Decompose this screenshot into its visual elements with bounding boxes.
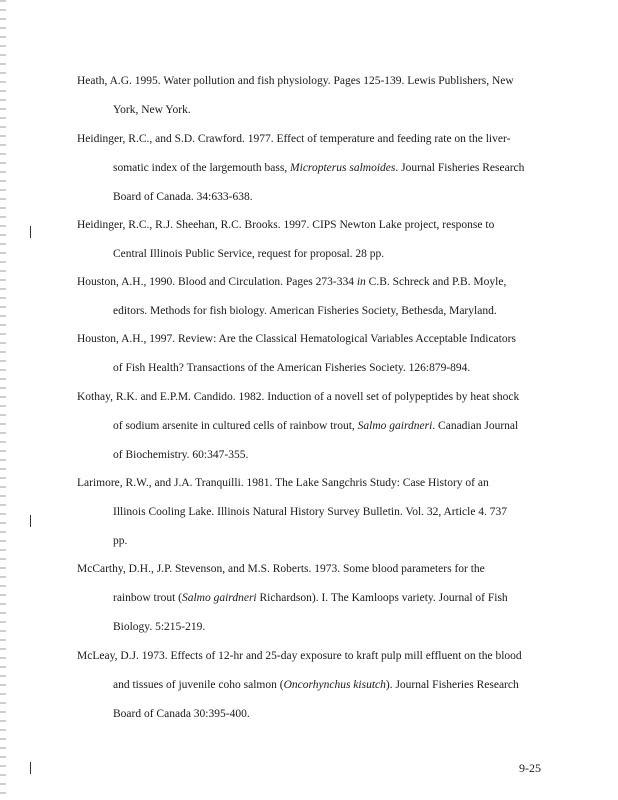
italic-term: Salmo gairdneri <box>357 420 433 432</box>
reference-continuation-line <box>77 159 547 188</box>
reference-text: and tissues of juvenile coho salmon ( <box>113 679 284 691</box>
reference-text: McCarthy, D.H., J.P. Stevenson, and M.S. Roberts. 1973. Some blood parameters for the <box>77 563 485 575</box>
scan-edge-tick <box>30 762 31 774</box>
reference-first-line <box>77 130 547 159</box>
reference-entry <box>77 474 547 561</box>
reference-text: Board of Canada 30:395-400. <box>113 708 250 720</box>
reference-continuation-line <box>77 618 547 647</box>
reference-text: C.B. Schreck and P.B. Moyle, <box>365 276 507 288</box>
reference-entry <box>77 388 547 475</box>
reference-text: Houston, A.H., 1990. Blood and Circulation. Pages 273-334 <box>77 276 357 288</box>
reference-text: Richardson). I. The Kamloops variety. Journal of Fish <box>256 592 508 604</box>
reference-text: Board of Canada. 34:633-638. <box>113 191 253 203</box>
reference-text: Heidinger, R.C., R.J. Sheehan, R.C. Brooks. 1997. CIPS Newton Lake project, response to <box>77 219 495 231</box>
reference-continuation-line <box>77 359 547 388</box>
reference-text: editors. Methods for fish biology. American Fisheries Society, Bethesda, Maryland. <box>113 305 497 317</box>
reference-entry <box>77 130 547 217</box>
reference-continuation-line <box>77 532 547 561</box>
reference-entry <box>77 560 547 647</box>
reference-text: somatic index of the largemouth bass, <box>113 162 291 174</box>
italic-term: Salmo gairdneri <box>181 592 257 604</box>
page-number: 9-25 <box>519 761 541 775</box>
scan-edge-tick <box>30 515 31 527</box>
reference-continuation-line <box>77 503 547 532</box>
italic-term: Oncorhynchus kisutch <box>283 679 386 691</box>
italic-term: in <box>356 276 366 288</box>
reference-first-line <box>77 474 547 503</box>
reference-text: Heath, A.G. 1995. Water pollution and fish physiology. Pages 125-139. Lewis Publishers, New <box>77 75 514 87</box>
reference-continuation-line <box>77 245 547 274</box>
reference-continuation-line <box>77 705 547 734</box>
reference-text: pp. <box>113 535 128 547</box>
reference-first-line <box>77 330 547 359</box>
reference-continuation-line <box>77 676 547 705</box>
reference-text: McLeay, D.J. 1973. Effects of 12-hr and 25-day exposure to kraft pulp mill effluent on the blood <box>77 650 522 662</box>
reference-entry <box>77 216 547 274</box>
reference-text: Heidinger, R.C., and S.D. Crawford. 1977. Effect of temperature and feeding rate on the liver- <box>77 133 511 145</box>
reference-text: Larimore, R.W., and J.A. Tranquilli. 1981. The Lake Sangchris Study: Case History of an <box>77 477 489 489</box>
reference-text: ). Journal Fisheries Research <box>385 679 519 691</box>
reference-first-line <box>77 273 547 302</box>
reference-continuation-line <box>77 101 547 130</box>
scan-edge-tick <box>30 226 31 238</box>
reference-text: Central Illinois Public Service, request for proposal. 28 pp. <box>113 248 385 260</box>
reference-text: . Journal Fisheries Research <box>395 162 525 174</box>
reference-text: of sodium arsenite in cultured cells of rainbow trout, <box>113 420 358 432</box>
reference-first-line <box>77 560 547 589</box>
reference-first-line <box>77 388 547 417</box>
reference-text: Houston, A.H., 1997. Review: Are the Classical Hematological Variables Acceptable Indicators <box>77 333 516 345</box>
reference-entry <box>77 273 547 331</box>
reference-first-line <box>77 647 547 676</box>
reference-first-line <box>77 216 547 245</box>
reference-text: Illinois Cooling Lake. Illinois Natural History Survey Bulletin. Vol. 32, Article 4. 737 <box>113 506 508 518</box>
reference-continuation-line <box>77 589 547 618</box>
reference-entry <box>77 330 547 388</box>
reference-first-line <box>77 72 547 101</box>
reference-text: York, New York. <box>113 104 191 116</box>
reference-text: . Canadian Journal <box>432 420 519 432</box>
reference-text: Kothay, R.K. and E.P.M. Candido. 1982. Induction of a novell set of polypeptides by heat shock <box>77 391 520 403</box>
reference-continuation-line <box>77 446 547 475</box>
italic-term: Micropterus salmoides <box>290 162 396 174</box>
reference-continuation-line <box>77 188 547 217</box>
reference-text: of Fish Health? Transactions of the American Fisheries Society. 126:879-894. <box>113 362 471 374</box>
reference-text: rainbow trout ( <box>113 592 182 604</box>
scan-edge-speckle <box>0 0 6 800</box>
reference-continuation-line <box>77 302 547 331</box>
reference-entry <box>77 72 547 130</box>
reference-text: of Biochemistry. 60:347-355. <box>113 449 249 461</box>
reference-text: Biology. 5:215-219. <box>113 621 206 633</box>
reference-continuation-line <box>77 417 547 446</box>
reference-entry <box>77 647 547 734</box>
